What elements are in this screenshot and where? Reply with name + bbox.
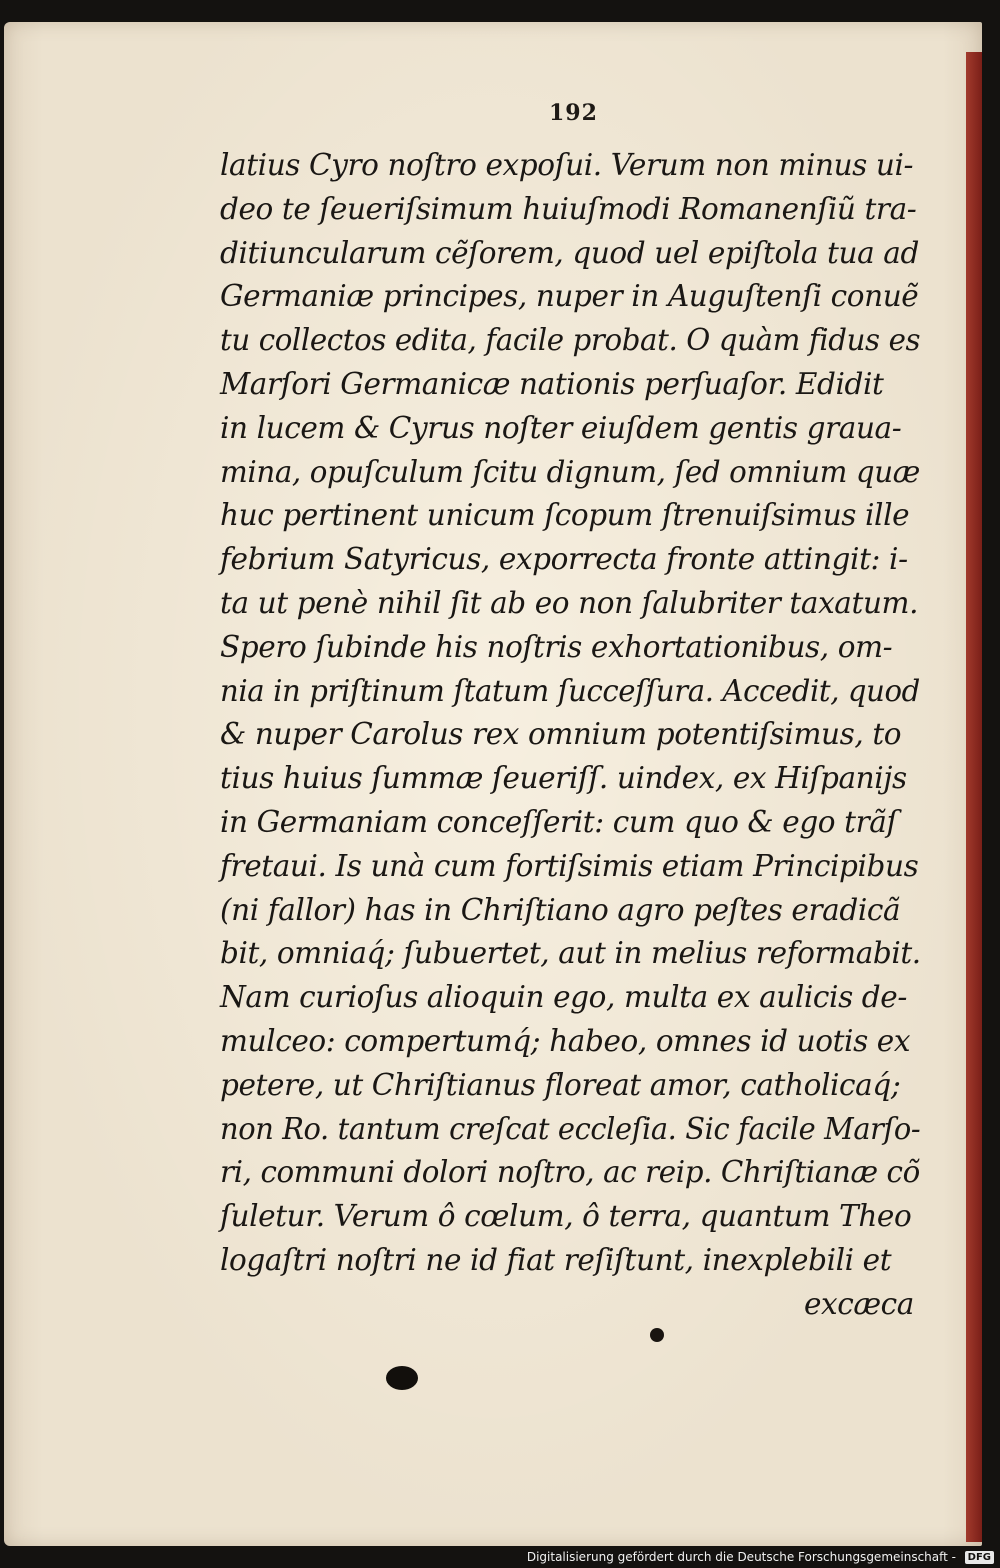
- text-line: Nam curioſus alioquin ego, multa ex aulicis de-: [220, 980, 907, 1015]
- text-line: (ni fallor) has in Chriſtiano agro peſtes eradicã: [220, 892, 901, 927]
- text-line: non Ro. tantum creſcat eccleſia. Sic facile Marſo-: [220, 1111, 921, 1146]
- ink-blot: [386, 1366, 418, 1390]
- digitization-credit: Digitalisierung gefördert durch die Deutsche Forschungsgemeinschaft -: [526, 1550, 956, 1564]
- text-block: [220, 144, 921, 1327]
- text-line: in Germaniam conceſſerit: cum quo & ego trãſ: [220, 804, 898, 839]
- text-line: nia in priſtinum ſtatum ſucceſſura. Accedit, quod: [220, 673, 920, 708]
- text-line: mulceo: compertumq́; habeo, omnes id uotis ex: [220, 1023, 911, 1058]
- text-line: ditiuncularum cẽſorem, quod uel epiſtola tua ad: [220, 235, 919, 270]
- text-line: latius Cyro noſtro expoſui. Verum non minus ui-: [220, 148, 914, 182]
- binding-edge: [966, 52, 982, 1542]
- text-line: Spero ſubinde his noſtris exhortationibus, om-: [220, 629, 893, 664]
- text-line: tius huius ſummæ ſeueriſſ. uindex, ex Hiſpanijs: [220, 761, 907, 796]
- text-line: in lucem & Cyrus noſter eiuſdem gentis graua-: [220, 410, 902, 445]
- book-page: [4, 22, 982, 1546]
- text-line: ri, communi dolori noſtro, ac reip. Chriſtianæ cõ: [220, 1155, 920, 1190]
- text-line: & nuper Carolus rex omnium potentiſsimus, to: [220, 717, 902, 752]
- text-line: petere, ut Chriſtianus floreat amor, catholicaq́;: [220, 1067, 901, 1102]
- ink-spot: [650, 1328, 664, 1342]
- text-line: mina, opuſculum ſcitu dignum, ſed omnium quæ: [220, 454, 920, 489]
- text-line: deo te ſeueriſsimum huiuſmodi Romanenſiũ tra-: [220, 191, 917, 226]
- catchword: excæca: [803, 1286, 914, 1321]
- page-number: 192: [549, 100, 598, 126]
- text-line: ſuletur. Verum ô cœlum, ô terra, quantum Theo: [220, 1199, 912, 1234]
- text-line: ta ut penè nihil ſit ab eo non ſalubriter taxatum.: [220, 585, 919, 620]
- text-line: fretaui. Is unà cum fortiſsimis etiam Principibus: [220, 848, 919, 883]
- text-line: logaſtri noſtri ne id fiat reſiſtunt, inexplebili et: [220, 1242, 892, 1277]
- text-line: tu collectos edita, facile probat. O quàm fidus es: [220, 323, 921, 358]
- dfg-logo: DFG: [965, 1551, 994, 1564]
- text-line: Marſori Germanicæ nationis perſuaſor. Edidit: [220, 366, 884, 401]
- text-line: bit, omniaq́; ſubuertet, aut in melius reformabit.: [220, 936, 921, 971]
- text-line: huc pertinent unicum ſcopum ſtrenuiſsimus ille: [220, 498, 910, 533]
- text-line: Germaniæ principes, nuper in Auguſtenſi conuẽ: [220, 279, 919, 314]
- text-line: febrium Satyricus, exporrecta fronte attingit: i-: [220, 542, 908, 577]
